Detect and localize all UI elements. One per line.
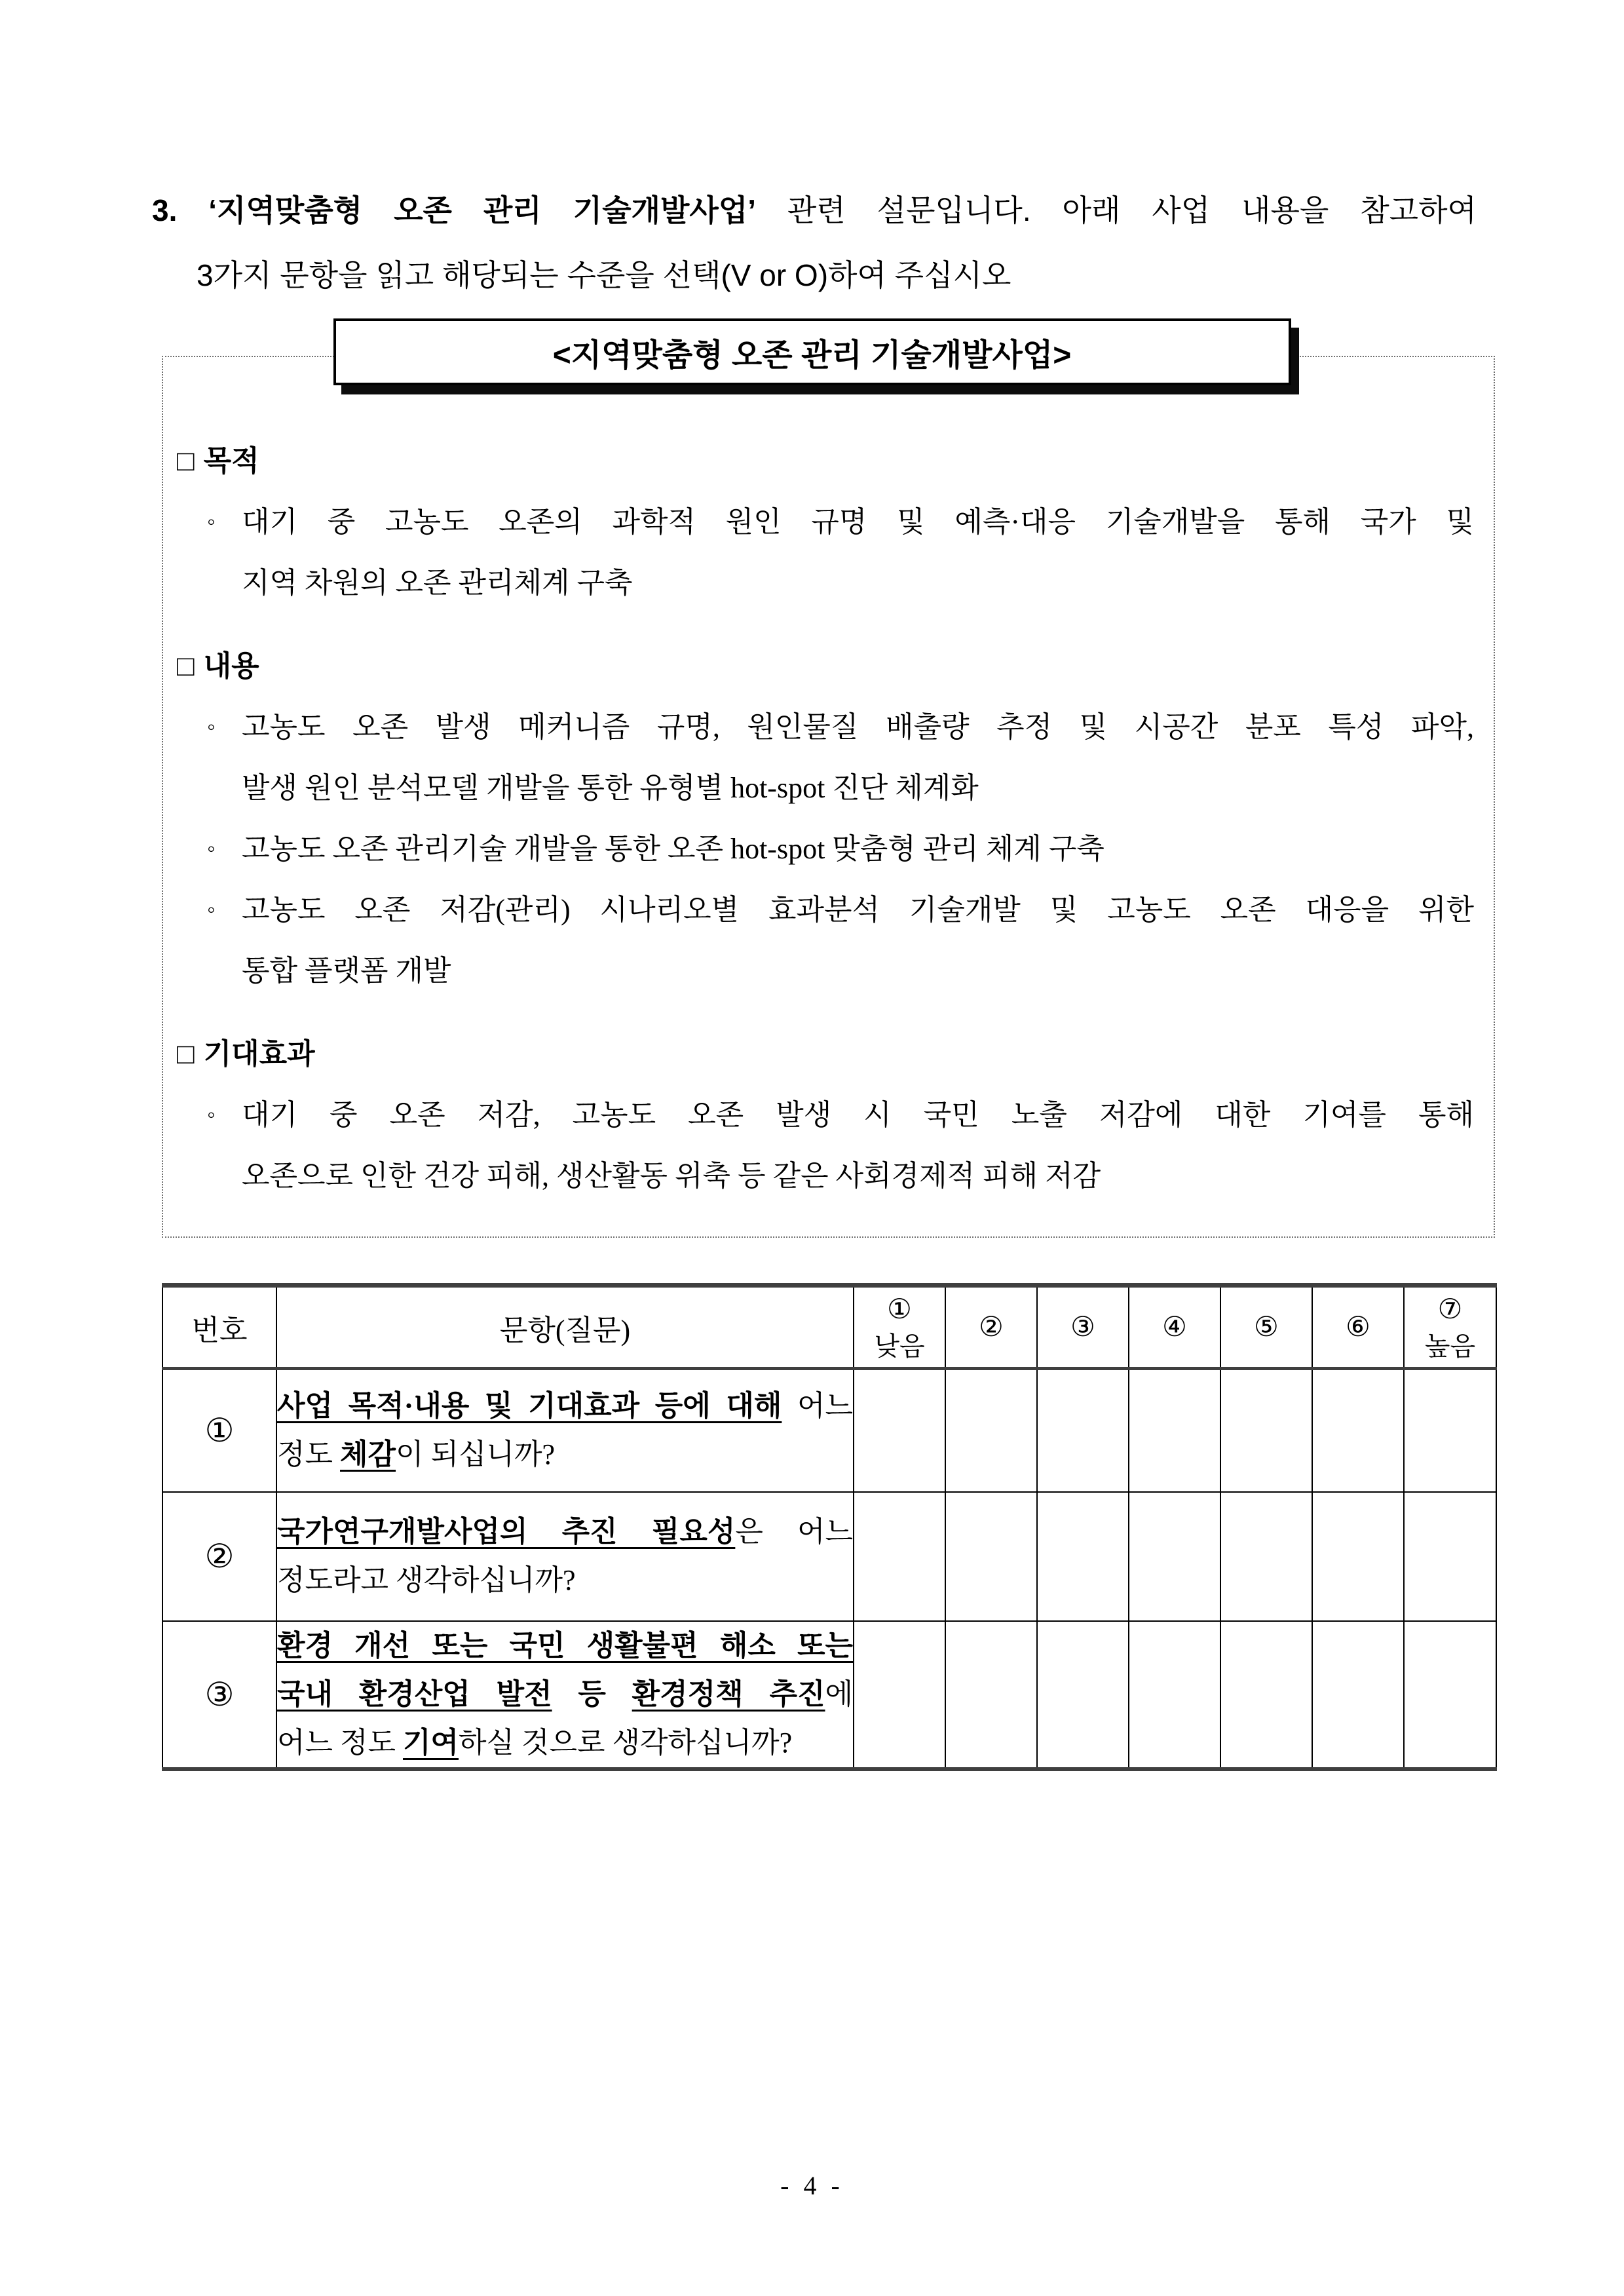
rating-cell-q2-3[interactable] [1037,1492,1129,1621]
rating-cell-q2-1[interactable] [854,1492,945,1621]
text-line: 고농도 오존 발생 메커니즘 규명, 원인물질 배출량 추정 및 시공간 분포 특성 파악, [242,711,1474,743]
question-3-cell [276,1621,854,1769]
rating-cell-q3-6[interactable] [1312,1621,1404,1769]
row-2-number: ② [162,1492,276,1621]
header-scale-3 [1037,1286,1129,1369]
bullet-item [177,879,1474,1001]
rating-cell-q1-3[interactable] [1037,1369,1129,1492]
text-line: 사업 목적·내용 및 기대효과 등에 대해 어느 [277,1390,853,1423]
scale-2-number: ② [979,1312,1004,1343]
square-bullet-icon: □ [177,445,195,477]
section-expected-effects [177,1024,1474,1206]
rating-cell-q2-5[interactable] [1220,1492,1312,1621]
scale-1-label: 낮음 [874,1331,925,1361]
section-expected-effects-header [177,1024,1474,1084]
scale-7-label: 높음 [1424,1331,1476,1361]
text-line: 대기 중 고농도 오존의 과학적 원인 규명 및 예측·대응 기술개발을 통해 국가 및 [242,506,1474,538]
question-1-cell [276,1369,854,1492]
header-scale-5 [1220,1286,1312,1369]
header-scale-7-high [1404,1286,1496,1369]
survey-table [162,1283,1497,1771]
rating-cell-q1-4[interactable] [1129,1369,1220,1492]
rating-cell-q3-5[interactable] [1220,1621,1312,1769]
section-purpose-header [177,430,1474,491]
text-line: 어느 정도 기여하실 것으로 생각하십니까? [277,1726,793,1759]
page-number: - 4 - [780,2171,844,2200]
header-scale-2 [945,1286,1037,1369]
heading-line-2: 3가지 문항을 읽고 해당되는 수준을 선택(V or O)하여 주십시오 [197,258,1011,292]
row-3-number: ③ [162,1621,276,1769]
circle-bullet-icon: ◦ [207,508,216,535]
heading-line-1: 3. ‘지역맞춤형 오존 관리 기술개발사업’ 관련 설문입니다. 아래 사업 내용을 참고하여 [152,193,1477,227]
bullet-item [177,818,1474,879]
section-purpose-title: 목적 [203,445,259,477]
rating-cell-q1-6[interactable] [1312,1369,1404,1492]
scale-5-number: ⑤ [1254,1312,1279,1343]
bullet-item [177,491,1474,613]
program-title: <지역맞춤형 오존 관리 기술개발사업> [552,337,1072,373]
table-row [162,1369,1496,1492]
text-line: 지역 차원의 오존 관리체계 구축 [242,567,633,599]
rating-cell-q3-7[interactable] [1404,1621,1496,1769]
question-3-heading [152,178,1477,308]
section-content-header [177,636,1474,697]
rating-cell-q3-2[interactable] [945,1621,1037,1769]
table-row [162,1621,1496,1769]
rating-cell-q3-1[interactable] [854,1621,945,1769]
table-row [162,1492,1496,1621]
rating-cell-q1-2[interactable] [945,1369,1037,1492]
rating-cell-q1-7[interactable] [1404,1369,1496,1492]
text-line: 국내 환경산업 발전 등 환경정책 추진에 [277,1677,853,1710]
scale-4-number: ④ [1162,1312,1187,1343]
bullet-item [177,697,1474,818]
scale-7-number: ⑦ [1437,1294,1463,1325]
text-line: 발생 원인 분석모델 개발을 통한 유형별 hot-spot 진단 체계화 [242,772,979,804]
text-line: 국가연구개발사업의 추진 필요성은 어느 [277,1516,853,1548]
rating-cell-q2-2[interactable] [945,1492,1037,1621]
section-content-title: 내용 [203,650,259,682]
text-line: 대기 중 오존 저감, 고농도 오존 발생 시 국민 노출 저감에 대한 기여를 통해 [242,1099,1474,1131]
header-scale-6 [1312,1286,1404,1369]
rating-cell-q2-6[interactable] [1312,1492,1404,1621]
scale-3-number: ③ [1070,1312,1095,1343]
header-col-question: 문항(질문) [276,1286,854,1369]
rating-cell-q2-4[interactable] [1129,1492,1220,1621]
header-scale-1-low [854,1286,945,1369]
circle-bullet-icon: ◦ [207,1101,216,1128]
section-expected-effects-title: 기대효과 [203,1038,315,1070]
circle-bullet-icon: ◦ [207,835,216,862]
section-purpose [177,430,1474,613]
question-2-cell [276,1492,854,1621]
section-content [177,636,1474,1001]
square-bullet-icon: □ [177,650,195,682]
text-line: 정도 체감이 되십니까? [277,1438,556,1471]
rating-cell-q1-1[interactable] [854,1369,945,1492]
text-line: 정도라고 생각하십니까? [277,1564,576,1596]
header-col-number: 번호 [162,1286,276,1369]
bullet-item [177,1084,1474,1206]
rating-cell-q3-3[interactable] [1037,1621,1129,1769]
program-title-box [333,318,1291,385]
rating-cell-q2-7[interactable] [1404,1492,1496,1621]
circle-bullet-icon: ◦ [207,714,216,740]
rating-cell-q1-5[interactable] [1220,1369,1312,1492]
text-line: 환경 개선 또는 국민 생활불편 해소 또는 [277,1629,853,1662]
rating-cell-q3-4[interactable] [1129,1621,1220,1769]
text-line: 고농도 오존 저감(관리) 시나리오별 효과분석 기술개발 및 고농도 오존 대응을 위한 [242,894,1474,926]
text-line: 고농도 오존 관리기술 개발을 통한 오존 hot-spot 맞춤형 관리 체계 구축 [242,833,1105,865]
row-1-number: ① [162,1369,276,1492]
header-scale-4 [1129,1286,1220,1369]
table-header-row [162,1286,1496,1369]
program-info-box [162,356,1495,1238]
text-line: 통합 플랫폼 개발 [242,955,451,987]
square-bullet-icon: □ [177,1038,195,1070]
circle-bullet-icon: ◦ [207,896,216,923]
scale-1-number: ① [887,1294,912,1325]
scale-6-number: ⑥ [1346,1312,1370,1343]
text-line: 오존으로 인한 건강 피해, 생산활동 위축 등 같은 사회경제적 피해 저감 [242,1160,1101,1192]
